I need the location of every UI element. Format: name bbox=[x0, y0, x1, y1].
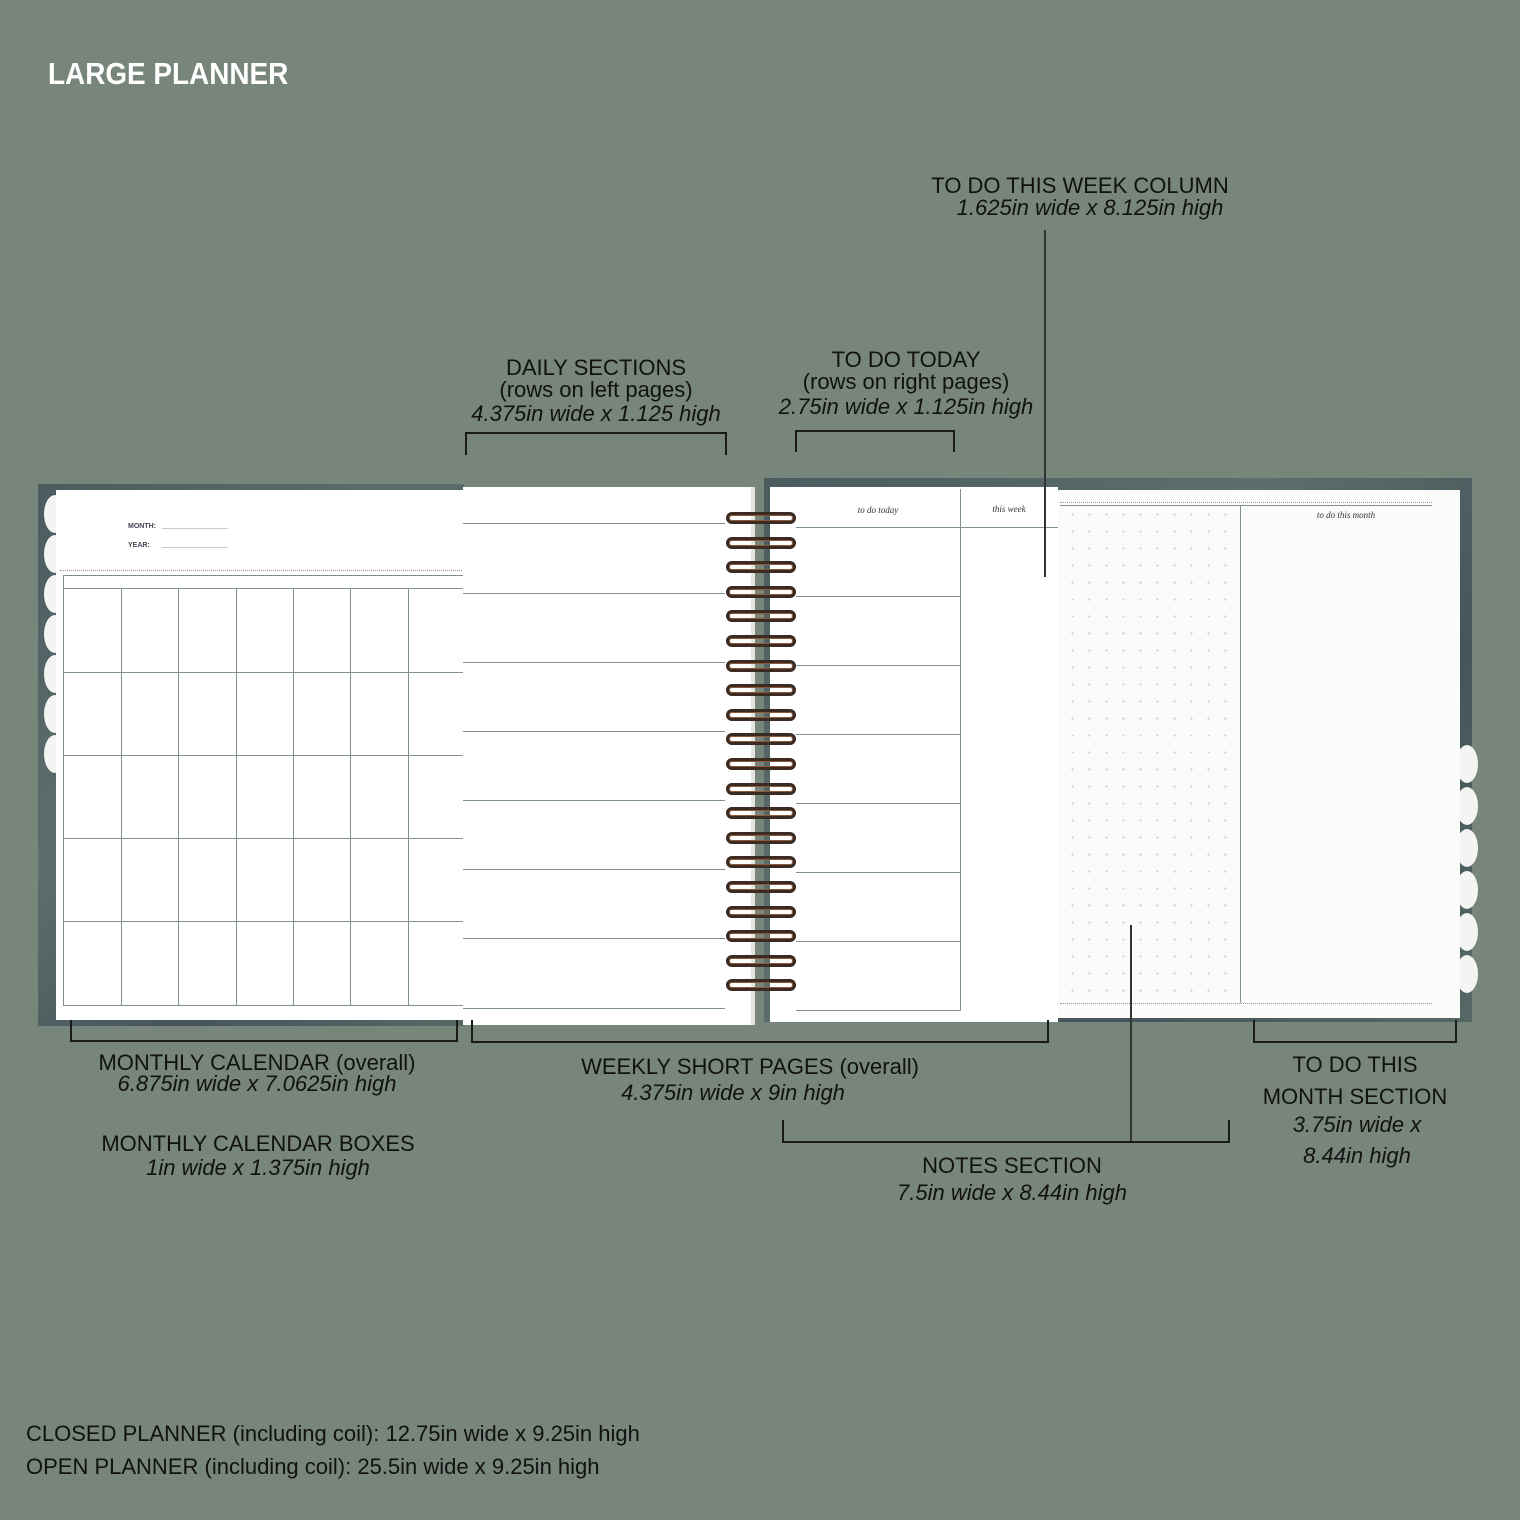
todo-week-title: TO DO THIS WEEK COLUMN bbox=[931, 173, 1229, 198]
coil-ring bbox=[726, 684, 796, 696]
notes-dims: 7.5in wide x 8.44in high bbox=[897, 1180, 1127, 1205]
daily-row-line bbox=[463, 1008, 725, 1009]
todo-month-dims-1: 3.75in wide x bbox=[1292, 1112, 1422, 1137]
calendar-col-line bbox=[63, 575, 64, 1005]
to-do-today-heading: to do today bbox=[857, 505, 899, 515]
coil-ring bbox=[726, 979, 796, 991]
coil-ring bbox=[726, 930, 796, 942]
calendar-row-line bbox=[63, 1005, 463, 1006]
closed-dimensions: CLOSED PLANNER (including coil): 12.75in wide x 9.25in high bbox=[26, 1421, 640, 1446]
daily-bracket bbox=[465, 432, 727, 455]
todo-month-bracket bbox=[1253, 1020, 1457, 1043]
todo-row-line bbox=[796, 872, 960, 873]
todo-header-line bbox=[796, 527, 1058, 528]
todo-row-line bbox=[796, 665, 960, 666]
coil-ring bbox=[726, 709, 796, 721]
to-do-this-month-heading: to do this month bbox=[1316, 510, 1376, 520]
coil-ring bbox=[726, 906, 796, 918]
coil-ring bbox=[726, 758, 796, 770]
notes-pointer bbox=[1130, 925, 1132, 1143]
notes-bracket bbox=[782, 1120, 1230, 1143]
calendar-top-line bbox=[63, 575, 463, 576]
weekly-dims: 4.375in wide x 9in high bbox=[621, 1080, 845, 1105]
todo-week-pointer bbox=[1044, 230, 1046, 577]
todo-today-dims: 2.75in wide x 1.125in high bbox=[778, 394, 1034, 419]
coil-ring bbox=[726, 955, 796, 967]
coil-ring bbox=[726, 733, 796, 745]
open-dimensions: OPEN PLANNER (including coil): 25.5in wide x 9.25in high bbox=[26, 1454, 600, 1479]
daily-row-line bbox=[463, 800, 725, 801]
todo-today-bracket bbox=[795, 430, 955, 452]
daily-row-line bbox=[463, 731, 725, 732]
calendar-row-line bbox=[63, 672, 463, 673]
todo-month-dims-2: 8.44in high bbox=[1303, 1143, 1411, 1168]
coil-ring bbox=[726, 586, 796, 598]
notes-title: NOTES SECTION bbox=[922, 1153, 1102, 1178]
monthly-dims: 6.875in wide x 7.0625in high bbox=[117, 1071, 397, 1096]
calendar-col-line bbox=[236, 588, 237, 1005]
daily-sub: (rows on left pages) bbox=[499, 377, 693, 402]
coil-ring bbox=[726, 610, 796, 622]
todo-row-line bbox=[796, 941, 960, 942]
weekly-bracket bbox=[471, 1020, 1049, 1043]
this-week-heading: this week bbox=[992, 504, 1026, 514]
coil-ring bbox=[726, 807, 796, 819]
todo-today-title: TO DO TODAY bbox=[831, 347, 981, 372]
todo-row-line bbox=[796, 596, 960, 597]
daily-row-line bbox=[463, 869, 725, 870]
todo-row-line bbox=[796, 1010, 960, 1011]
todo-month-title-1: TO DO THIS bbox=[1292, 1052, 1418, 1077]
daily-title: DAILY SECTIONS bbox=[505, 355, 687, 380]
page-title: LARGE PLANNER bbox=[48, 56, 289, 91]
daily-row-line bbox=[463, 593, 725, 594]
coil-ring bbox=[726, 660, 796, 672]
daily-row-line bbox=[463, 662, 725, 663]
daily-sections-page bbox=[463, 487, 755, 1025]
daily-row-line bbox=[463, 938, 725, 939]
calendar-row-line bbox=[63, 755, 463, 756]
boxes-title: MONTHLY CALENDAR BOXES bbox=[101, 1131, 415, 1156]
coil-ring bbox=[726, 635, 796, 647]
todo-month-title-2: MONTH SECTION bbox=[1262, 1084, 1448, 1109]
calendar-col-line bbox=[293, 588, 294, 1005]
calendar-col-line bbox=[178, 588, 179, 1005]
notes-page bbox=[1058, 490, 1460, 1018]
calendar-col-line bbox=[408, 588, 409, 1005]
year-label: YEAR: bbox=[128, 542, 150, 549]
todo-row-line bbox=[796, 803, 960, 804]
calendar-row-line bbox=[63, 588, 463, 589]
coil-ring bbox=[726, 512, 796, 524]
this-week-divider bbox=[960, 489, 961, 1011]
coil-ring bbox=[726, 856, 796, 868]
todo-week-dims: 1.625in wide x 8.125in high bbox=[956, 195, 1224, 220]
calendar-row-line bbox=[63, 838, 463, 839]
coil-ring bbox=[726, 832, 796, 844]
calendar-row-line bbox=[63, 921, 463, 922]
coil-ring bbox=[726, 783, 796, 795]
todo-today-sub: (rows on right pages) bbox=[802, 369, 1010, 394]
calendar-col-line bbox=[350, 588, 351, 1005]
monthly-bracket bbox=[70, 1020, 458, 1042]
daily-dims: 4.375in wide x 1.125 high bbox=[471, 401, 721, 426]
coil-ring bbox=[726, 537, 796, 549]
boxes-dims: 1in wide x 1.375in high bbox=[146, 1155, 370, 1180]
coil-ring bbox=[726, 881, 796, 893]
daily-row-line bbox=[463, 523, 725, 524]
month-label: MONTH: bbox=[128, 523, 156, 530]
calendar-col-line bbox=[121, 588, 122, 1005]
coil-ring bbox=[726, 561, 796, 573]
todo-row-line bbox=[796, 734, 960, 735]
monthly-title: MONTHLY CALENDAR (overall) bbox=[98, 1050, 416, 1075]
weekly-title: WEEKLY SHORT PAGES (overall) bbox=[581, 1054, 919, 1079]
